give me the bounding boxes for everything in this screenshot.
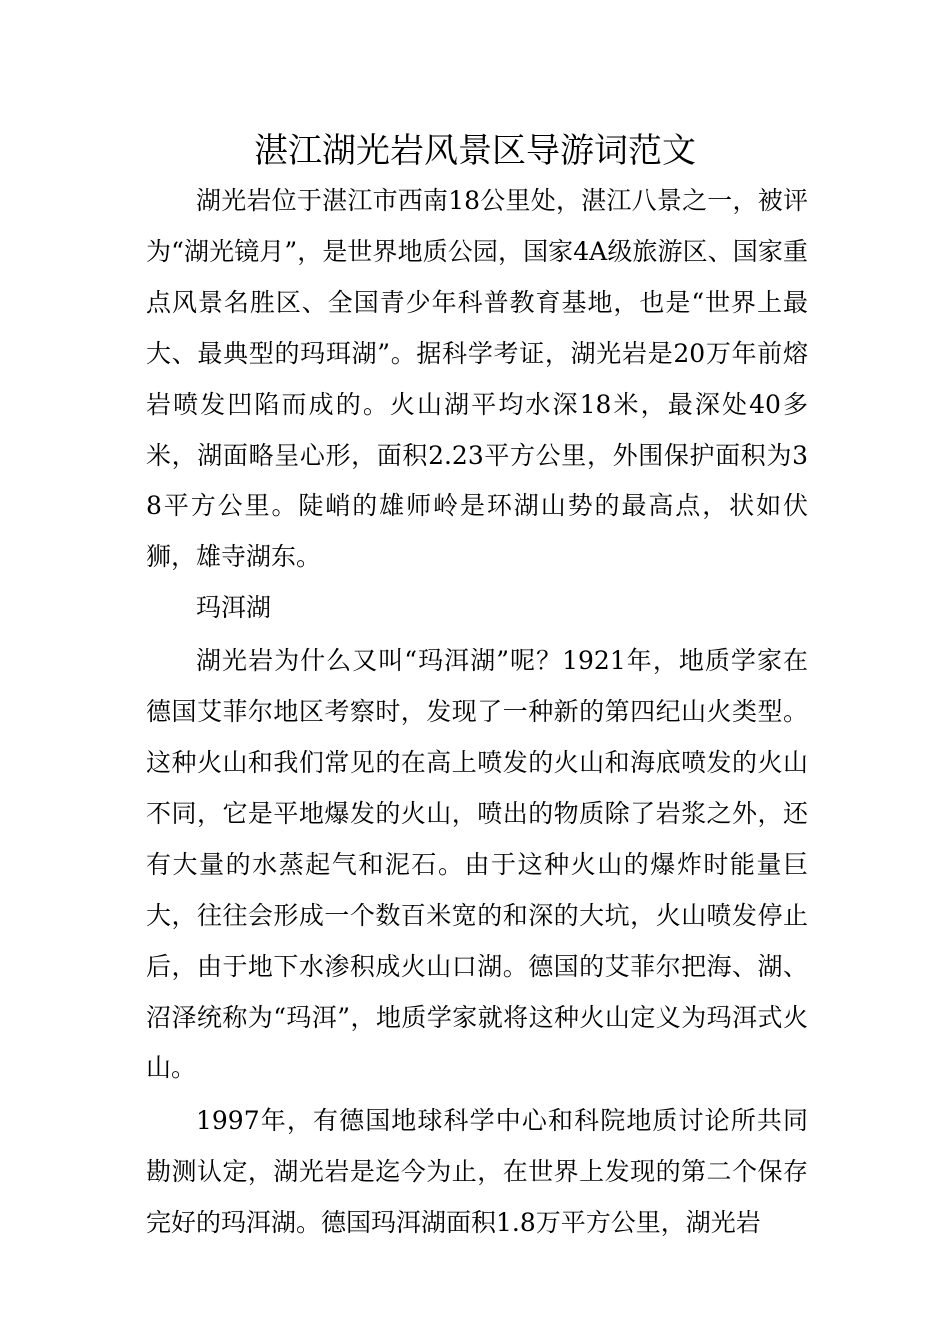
document-title: 湛江湖光岩风景区导游词范文	[254, 131, 696, 171]
paragraph-maar-origin: 湖光岩为什么又叫“玛洱湖”呢？1921年，地质学家在德国艾菲尔地区考察时，发现了一种新的第四纪山火类型。这种火山和我们常见的在高上喷发的火山和海底喷发的火山不同，它是平地爆发的火山，喷出的物质除了岩浆之外，还有大量的水蒸起气和泥石。由于这种火山的爆炸时能量巨大，往往会形成一个数百米宽的和深的大坑，火山喷发停止后，由于地下水渗积成火山口湖。德国的艾菲尔把海、湖、沼泽统称为“玛洱”，地质学家就将这种火山定义为玛洱式火山。	[146, 646, 808, 1083]
paragraph-intro: 湖光岩位于湛江市西南18公里处，湛江八景之一，被评为“湖光镜月”，是世界地质公园，国家4A级旅游区、国家重点风景名胜区、全国青少年科普教育基地，也是“世界上最大、最典型的玛珥湖”。据科学考证，湖光岩是20万年前熔岩喷发凹陷而成的。火山湖平均水深18米，最深处40多米，湖面略呈心形，面积2.23平方公里，外围保护面积为38平方公里。陡峭的雄师岭是环湖山势的最高点，状如伏狮，雄寺湖东。	[146, 186, 808, 572]
section-heading-maar-lake: 玛洱湖	[196, 593, 272, 623]
document-body	[146, 176, 808, 1249]
paragraph-1997-survey: 1997年，有德国地球科学中心和科院地质讨论所共同勘测认定，湖光岩是迄今为止，在世界上发现的第二个保存完好的玛洱湖。德国玛洱湖面积1.8万平方公里，湖光岩	[146, 1106, 808, 1238]
